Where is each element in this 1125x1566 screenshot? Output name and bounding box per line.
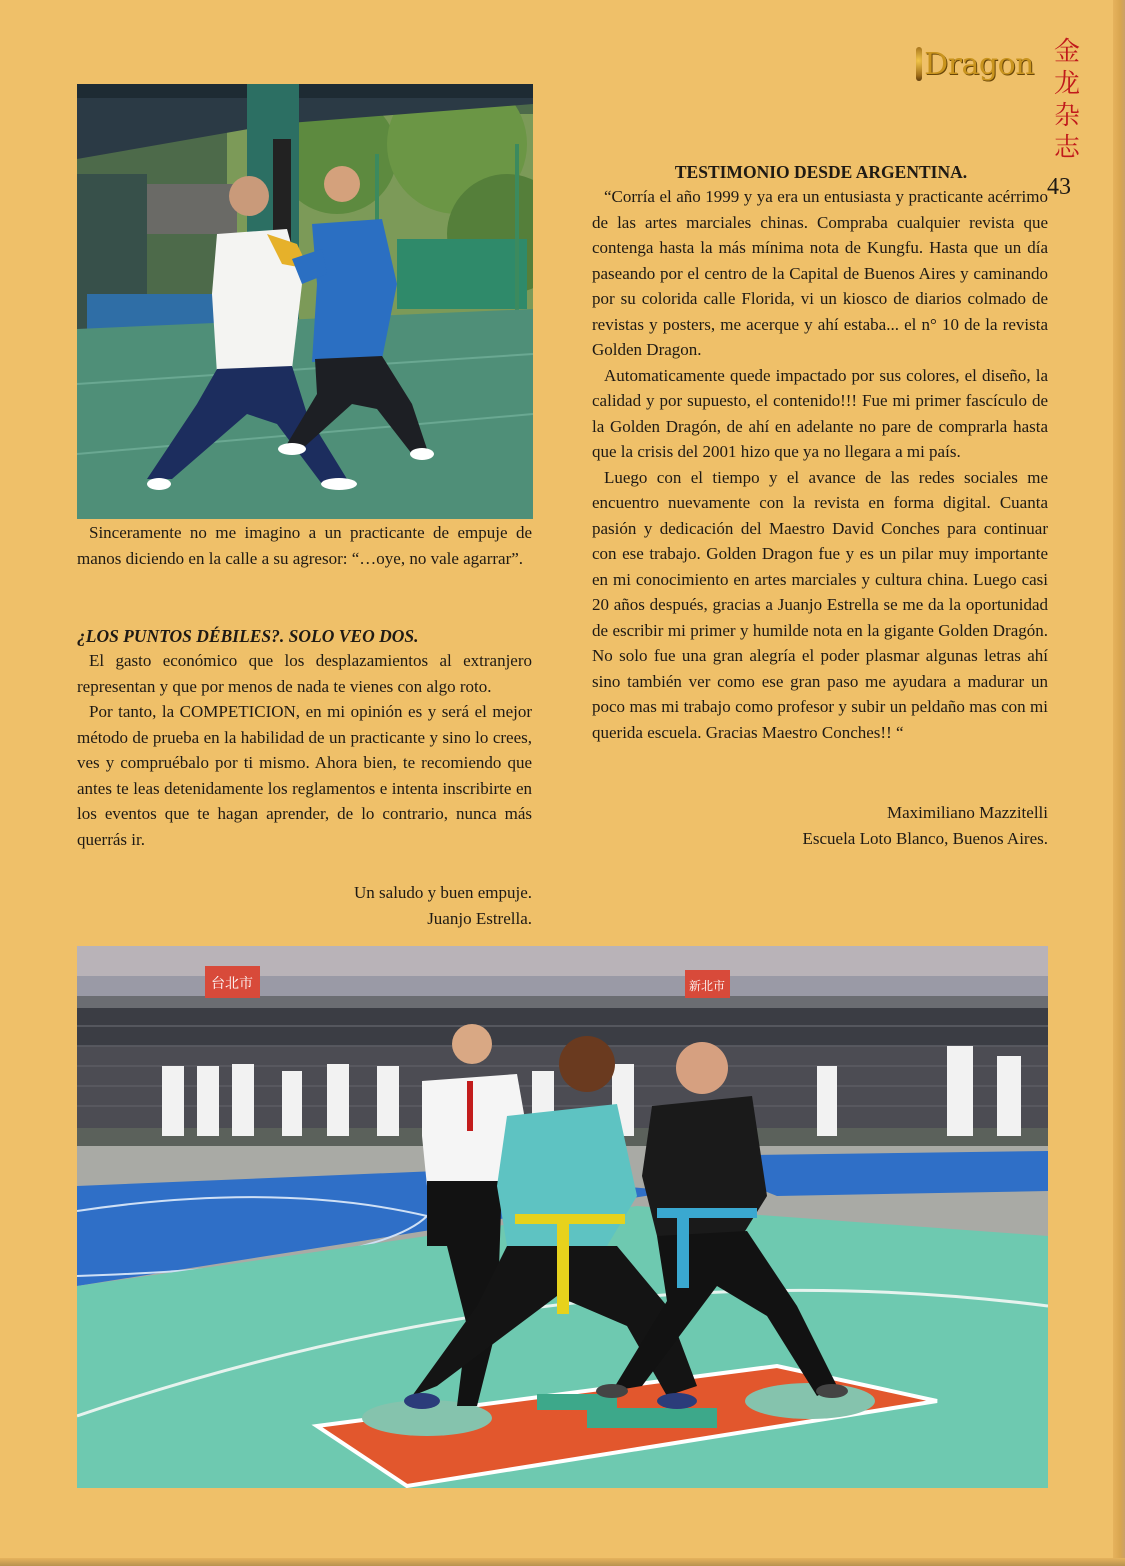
signature-name: Juanjo Estrella.	[427, 909, 532, 928]
page-number: 43	[1047, 174, 1071, 200]
photo-competition-arena	[77, 946, 1048, 1488]
cjk-char: 杂	[1053, 101, 1080, 131]
caption-text: Sinceramente no me imagino a un practicante de empuje de manos diciendo en la calle a su agresor: “…oye, no vale agarrar”.	[77, 523, 532, 568]
testimonial-heading: TESTIMONIO DESDE ARGENTINA.	[674, 162, 968, 182]
paragraph: Luego con el tiempo y el avance de las redes sociales me encuentro nuevamente con la revista en forma digital. Cuanta pasión y dedicación del Maestro David Conches para continuar con ese trabajo. Golden Dragon fue y es un pilar muy importante en mi conocimiento en artes marciales y cultura china. Luego casi 20 años después, gracias a Juanjo Estrella se me da la oportunidad de escribir mi primer y humilde nota en la gigante Golden Dragón. No solo fue una gran alegría el poder plasmar algunas letras ahí sino también ver como ese gran paso me ayudara a madurar un poco mas mi trabajo como profesor y subir un peldaño mas con mi querida escuela. Gracias Maestro Conches!! “	[592, 467, 1048, 742]
author-block	[700, 800, 1048, 852]
magazine-title-vertical	[1053, 36, 1081, 164]
right-column	[592, 160, 1048, 745]
banner-left: 台北市	[211, 976, 253, 992]
left-column	[77, 624, 532, 852]
author-name: Maximiliano Mazzitelli	[887, 803, 1048, 822]
photo-caption	[77, 520, 532, 571]
paragraph: “Corría el año 1999 y ya era un entusiasta y practicante acérrimo de las artes marciales chinas. Compraba cualquier revista que contenga hasta la más mínima nota de Kungfu. Hasta que un día paseando por el centro de la Capital de Buenos Aires y caminando por su colorida calle Florida, vi un kiosco de diarios colmado de revistas y posters, me acerque y ahí estaba... el n° 10 de la revista Golden Dragon.	[592, 187, 1048, 359]
cjk-char: 龙	[1053, 69, 1080, 99]
cjk-char: 金	[1053, 37, 1080, 67]
dragon-logo-icon	[916, 47, 922, 81]
banner-right: 新北市	[688, 979, 726, 993]
magazine-logo	[916, 42, 1034, 86]
signoff-text: Un saludo y buen empuje.	[354, 883, 532, 902]
page-edge	[1113, 0, 1125, 1566]
cjk-char: 志	[1053, 133, 1080, 163]
paragraph: Automaticamente quede impactado por sus colores, el diseño, la calidad y por supuesto, el contenido!!! Fue mi primer fascículo de la Golden Dragón, de ahí en adelante no pare de comprarla hasta que la crisis del 2001 hizo que ya no llegara a mi país.	[592, 365, 1048, 461]
photo-push-hands-pavilion	[77, 84, 533, 519]
logo-text: Dragon	[924, 46, 1034, 82]
paragraph: El gasto económico que los desplazamientos al extranjero representan y que por menos de nada te vienes con algo roto.	[77, 651, 532, 696]
section-heading: ¿LOS PUNTOS DÉBILES?. SOLO VEO DOS.	[77, 626, 419, 646]
paragraph: Por tanto, la COMPETICION, en mi opinión es y será el mejor método de prueba en la habilidad de un practicante y sino lo crees, ves y compruébalo por ti mismo. Ahora bien, te recomiendo que antes te leas detenidamente los reglamentos e intenta inscribirte en los eventos que te hagan aprender, de lo contrario, nunca más querrás ir.	[77, 702, 532, 849]
page-bottom-edge	[0, 1558, 1125, 1566]
signature-block	[300, 880, 532, 932]
author-school: Escuela Loto Blanco, Buenos Aires.	[802, 829, 1048, 848]
